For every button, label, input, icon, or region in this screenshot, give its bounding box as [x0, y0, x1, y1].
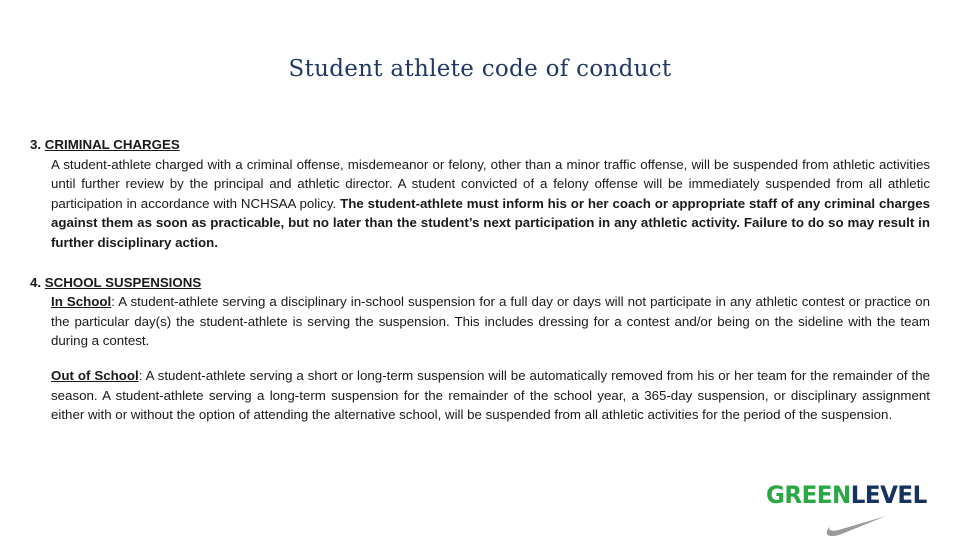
criminal-charges-bold-text: The student-athlete must inform his or her coach or appropriate staff of any criminal charges against them as soon as practicable, but no later than the student’s next participation in any athletic activity. Failure to do so may result in further disciplinary action. — [51, 195, 930, 250]
out-of-school-text: : A student-athlete serving a short or long-term suspension will be automatically removed from his or her team for the remainder of the season. A student-athlete serving a long-term suspension for the remainder of the school year, a 365-day suspension, or disciplinary assignment either with or without the option of attending the alternative school, will be suspended from all athletic activities for the period of the suspension. — [51, 367, 930, 423]
logo-wordmark — [766, 482, 927, 509]
spacer — [30, 351, 930, 366]
section-title: CRIMINAL CHARGES — [44, 137, 180, 152]
slide-title: Student athlete code of conduct — [288, 56, 672, 82]
section-number: 3. — [30, 137, 45, 152]
criminal-charges-text: A student-athlete charged with a criminal offense, misdemeanor or felony, other than a minor traffic offense, will be suspended from athletic activities until further review by the principal and athletic director. A student convicted of a felony offense will be immediately suspended from all athletic participation in accordance with NCHSAA policy. — [51, 156, 930, 211]
document-body — [30, 135, 930, 425]
section-heading-criminal-charges — [30, 135, 930, 155]
in-school-paragraph — [51, 292, 930, 351]
out-of-school-paragraph — [51, 366, 930, 425]
section-heading-school-suspensions — [30, 273, 930, 293]
in-school-label: In School — [51, 294, 112, 310]
logo-word-level: LEVEL — [850, 482, 927, 510]
nike-swoosh-icon — [824, 512, 888, 538]
out-of-school-label: Out of School — [51, 367, 139, 383]
in-school-text: : A student-athlete serving a disciplinary in-school suspension for a full day or days will not participate in any athletic contest or practice on the particular day(s) the student-athlete is serving the suspension. This includes dressing for a contest and/or being on the sideline with the team during a contest. — [51, 294, 930, 349]
green-level-logo — [766, 482, 942, 540]
section-title: SCHOOL SUSPENSIONS — [44, 274, 202, 290]
section-number: 4. — [30, 274, 45, 290]
criminal-charges-paragraph — [51, 155, 930, 253]
spacer — [30, 253, 930, 273]
logo-word-green: GREEN — [766, 482, 851, 510]
